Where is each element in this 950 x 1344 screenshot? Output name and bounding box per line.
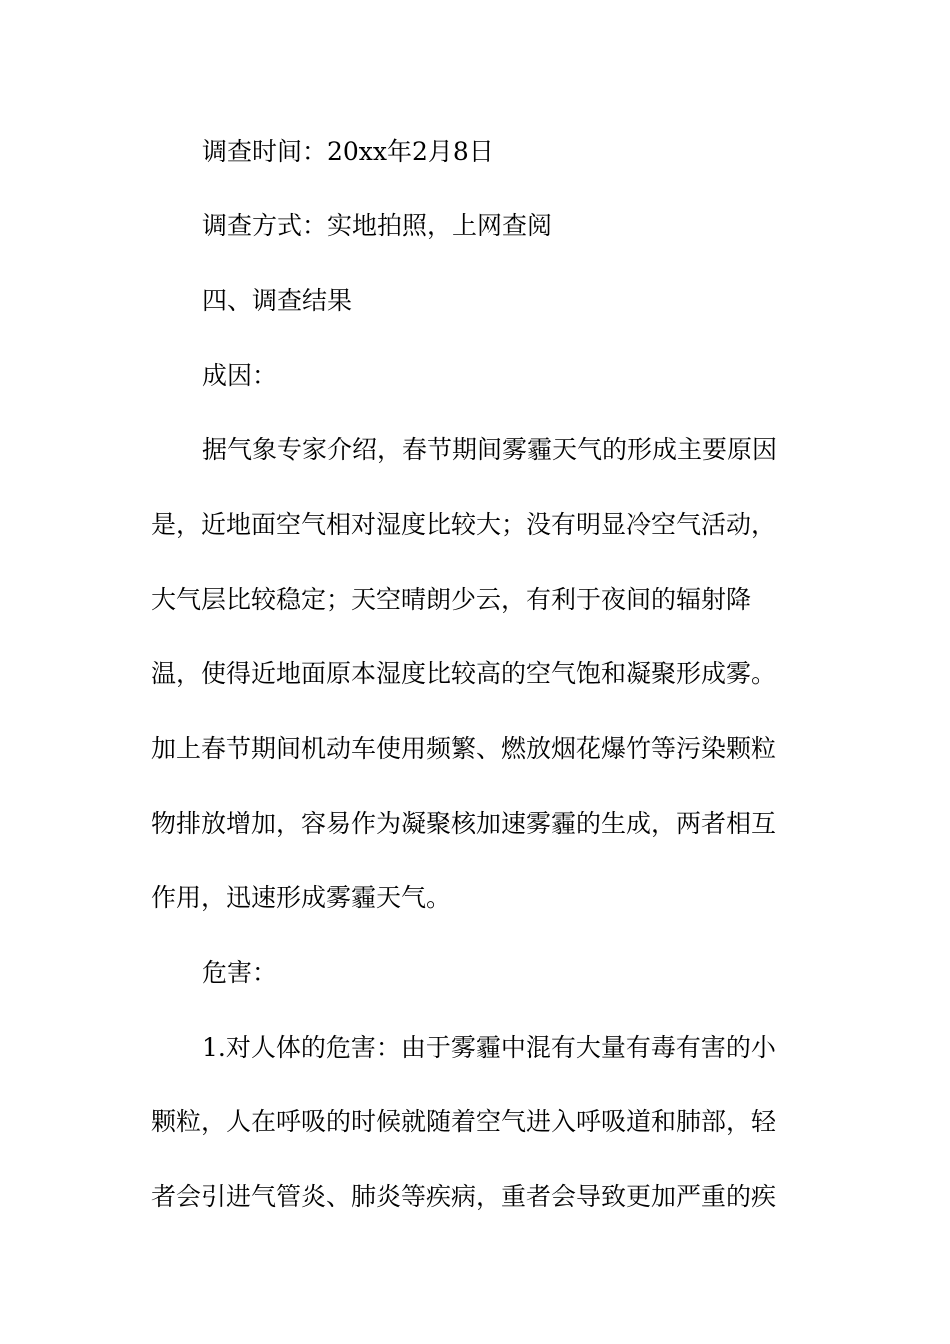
paragraph-line: 温，使得近地面原本湿度比较高的空气饱和凝聚形成雾。 (151, 659, 777, 688)
paragraph-line: 颗粒，人在呼吸的时候就随着空气进入呼吸道和肺部，轻 (151, 1107, 777, 1136)
paragraph-line: 是，近地面空气相对湿度比较大；没有明显冷空气活动， (151, 510, 777, 539)
survey-method-line: 调查方式：实地拍照，上网查阅 (202, 211, 553, 240)
paragraph-line: 据气象专家介绍，春节期间雾霾天气的形成主要原因 (202, 435, 778, 464)
paragraph-line: 1.对人体的危害：由于雾霾中混有大量有毒有害的小 (202, 1033, 776, 1062)
subheading-harms: 危害： (202, 958, 278, 987)
paragraph-line: 大气层比较稳定；天空晴朗少云，有利于夜间的辐射降 (151, 585, 752, 614)
paragraph-line: 物排放增加，容易作为凝聚核加速雾霾的生成，两者相互 (151, 809, 777, 838)
section-heading-results: 四、调查结果 (202, 286, 353, 315)
paragraph-line: 作用，迅速形成雾霾天气。 (151, 883, 452, 912)
subheading-causes: 成因： (202, 361, 278, 390)
paragraph-line: 者会引进气管炎、肺炎等疾病，重者会导致更加严重的疾 (151, 1182, 777, 1211)
survey-time-line: 调查时间：20xx年2月8日 (202, 137, 494, 166)
paragraph-line: 加上春节期间机动车使用频繁、燃放烟花爆竹等污染颗粒 (151, 734, 777, 763)
